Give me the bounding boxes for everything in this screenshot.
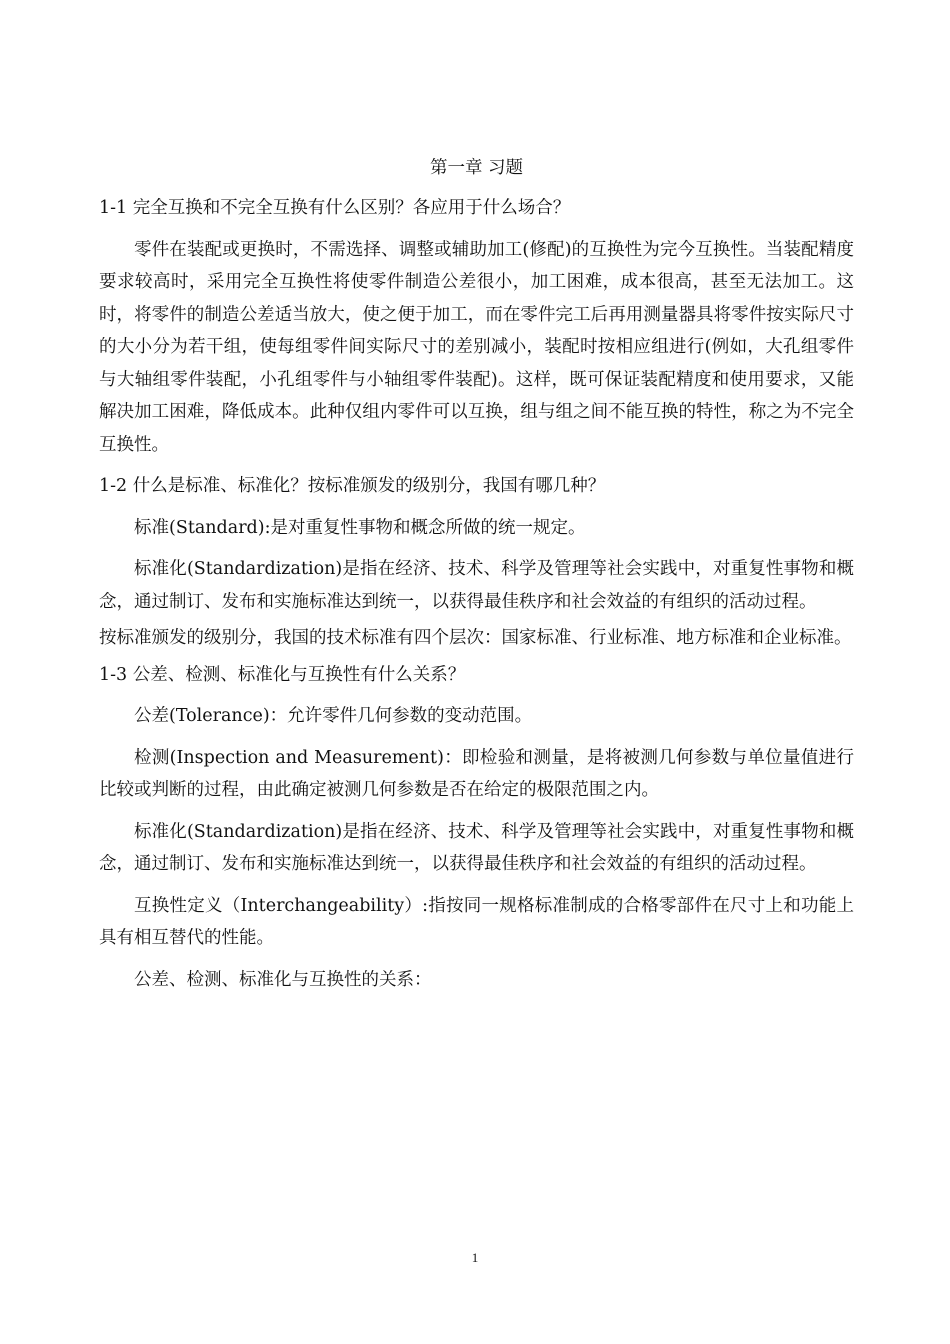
- relation-heading: 公差、检测、标准化与互换性的关系：: [134, 969, 432, 990]
- question-1-3: 1-3 公差、检测、标准化与互换性有什么关系？: [99, 664, 466, 685]
- document-body: [99, 152, 854, 1005]
- definition-inspection: 检测(Inspection and Measurement)：即检验和测量，是将被测几何参数与单位量值进行比较或判断的过程，由此确定被测几何参数是否在给定的极限范围之内。: [99, 747, 854, 800]
- definition-standardization-2: 标准化(Standardization)是指在经济、技术、科学及管理等社会实践中，对重复性事物和概念，通过制订、发布和实施标准达到统一，以获得最佳秩序和社会效益的有组织的活动过程。: [99, 821, 854, 874]
- definition-standardization: 标准化(Standardization)是指在经济、技术、科学及管理等社会实践中，对重复性事物和概念，通过制订、发布和实施标准达到统一，以获得最佳秩序和社会效益的有组织的活动过程。: [99, 559, 854, 612]
- question-1-2: 1-2 什么是标准、标准化？按标准颁发的级别分，我国有哪几种？: [99, 476, 606, 496]
- answer-1-1: 零件在装配或更换时，不需选择、调整或辅助加工(修配)的互换性为完今互换性。当装配精度要求较高时，采用完全互换性将使零件制造公差很小，加工困难，成本很高，甚至无法加工。这时，将零件的制造公差适当放大，使之便于加工，而在零件完工后再用测量器具将零件按实际尺寸的大小分为若干组，使每组零件间实际尺寸的差别减小，装配时按相应组进行(例如，大孔组零件与大轴组零件装配，小孔组零件与小轴组零件装配)。这样，既可保证装配精度和使用要求，又能解决加工困难，降低成本。此种仅组内零件可以互换，组与组之间不能互换的特性，称之为不完全互换性。: [99, 239, 854, 455]
- standard-levels: 按标准颁发的级别分，我国的技术标准有四个层次：国家标准、行业标准、地方标准和企业标准。: [99, 628, 852, 648]
- page-number: 1: [471, 1250, 479, 1265]
- question-1-1: 1-1 完全互换和不完全互换有什么区别？各应用于什么场合？: [99, 198, 571, 218]
- definition-tolerance: 公差(Tolerance)：允许零件几何参数的变动范围。: [134, 706, 533, 726]
- chapter-title: 第一章 习题: [429, 158, 524, 178]
- definition-interchangeability: 互换性定义（Interchangeability）:指按同一规格标准制成的合格零部件在尺寸上和功能上具有相互替代的性能。: [99, 895, 854, 948]
- definition-standard: 标准(Standard):是对重复性事物和概念所做的统一规定。: [134, 517, 586, 538]
